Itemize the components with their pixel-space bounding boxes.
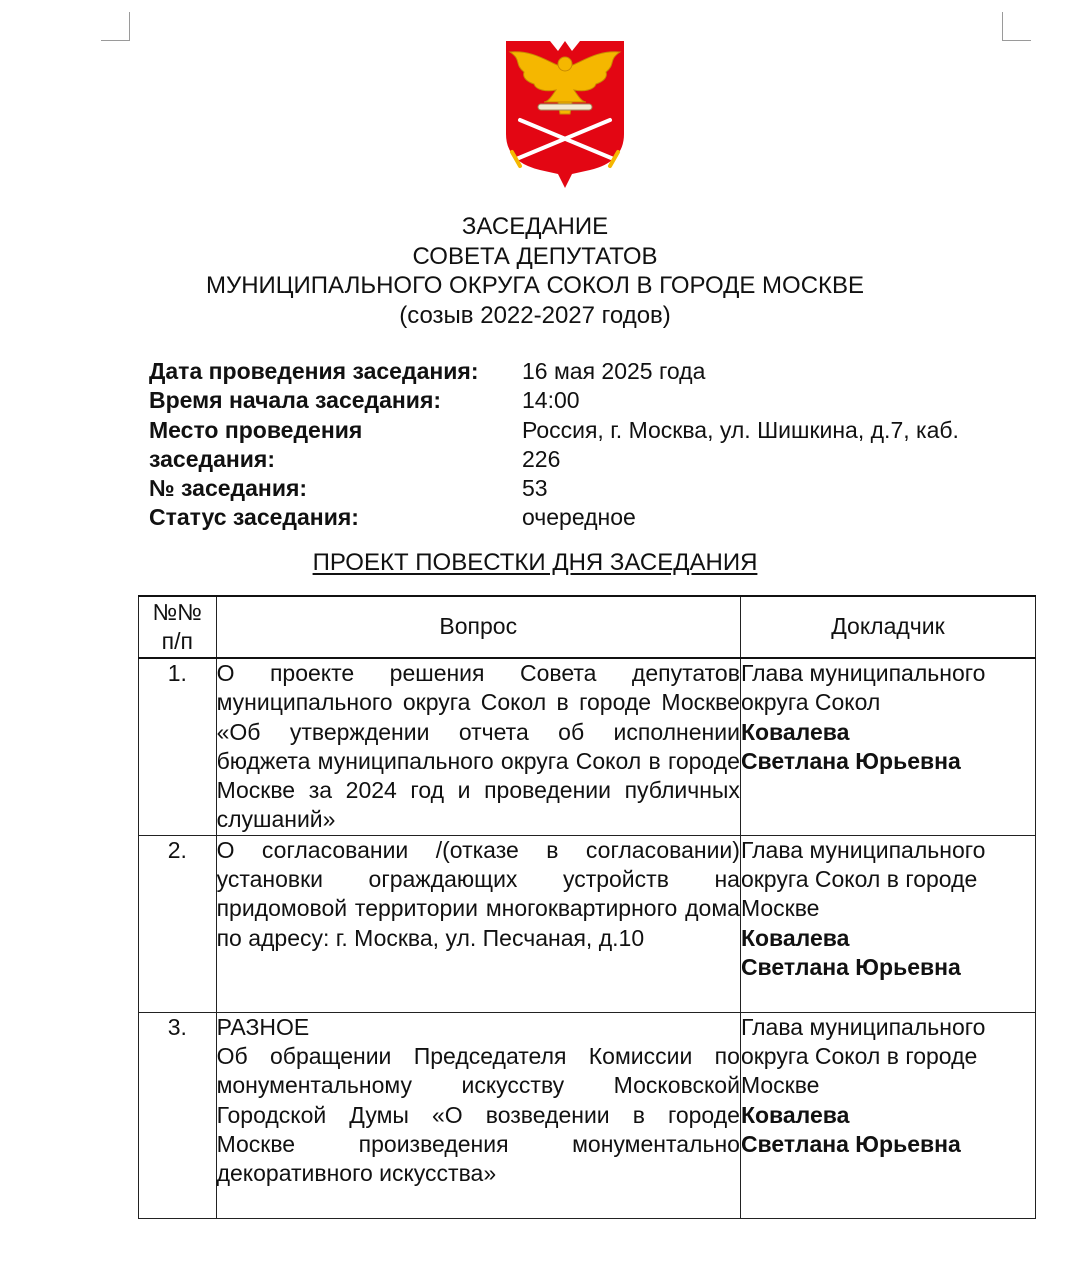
speaker-role: Глава муниципального округа Сокол в городе Москве bbox=[740, 836, 986, 922]
row-question: Об обращении Председателя Комиссии по монументальному искусству Московской Городской Думы «О возведении в городе Москве произведения монументально декоративного искусства» bbox=[216, 1043, 740, 1187]
info-row-date bbox=[149, 357, 1022, 386]
speaker-name-surname: Ковалева bbox=[740, 1101, 850, 1128]
heading-line-1: ЗАСЕДАНИЕ bbox=[461, 213, 609, 240]
info-row-number bbox=[149, 474, 1022, 503]
speaker-role: Глава муниципального округа Сокол bbox=[740, 660, 986, 716]
speaker-name-given: Светлана Юрьевна bbox=[740, 1130, 961, 1157]
row-speaker bbox=[740, 1012, 1035, 1218]
place-label bbox=[149, 416, 522, 475]
page-corner-mark-left bbox=[101, 12, 130, 41]
status-value: очередное bbox=[522, 504, 636, 531]
date-value: 16 мая 2025 года bbox=[522, 358, 706, 384]
row-question-heading: РАЗНОЕ bbox=[216, 1013, 310, 1040]
header-number bbox=[139, 596, 217, 658]
speaker-name-surname: Ковалева bbox=[740, 924, 850, 951]
row-question: О проекте решения Совета депутатов муниципального округа Сокол в городе Москве «Об утверждении отчета об исполнении бюджета муниципального округа Сокол в городе Москве за 2024 год и проведении публичных слушаний» bbox=[216, 658, 740, 835]
header-number-line-1: №№ bbox=[152, 599, 202, 625]
speaker-name-given: Светлана Юрьевна bbox=[740, 953, 961, 980]
document-heading bbox=[0, 212, 1070, 330]
header-number-line-2: п/п bbox=[161, 628, 193, 654]
time-value: 14:00 bbox=[522, 387, 580, 414]
page-corner-mark-right bbox=[1002, 12, 1031, 41]
agenda-title-text: ПРОЕКТ ПОВЕСТКИ ДНЯ ЗАСЕДАНИЯ bbox=[312, 549, 758, 576]
row-speaker bbox=[740, 658, 1035, 835]
number-label: № заседания: bbox=[149, 475, 308, 502]
header-speaker: Докладчик bbox=[740, 596, 1035, 658]
heading-line-3: МУНИЦИПАЛЬНОГО ОКРУГА СОКОЛ В ГОРОДЕ МОСКВЕ bbox=[205, 272, 865, 299]
speaker-name-surname: Ковалева bbox=[740, 718, 850, 745]
row-speaker bbox=[740, 835, 1035, 1012]
header-question: Вопрос bbox=[216, 596, 740, 658]
date-label: Дата проведения заседания: bbox=[149, 358, 479, 384]
coat-of-arms-icon bbox=[500, 38, 630, 190]
place-value-line-1: Россия, г. Москва, ул. Шишкина, д.7, каб. bbox=[522, 416, 959, 443]
place-label-line-1: Место проведения bbox=[149, 416, 363, 443]
info-row-status bbox=[149, 503, 1022, 532]
table-row bbox=[139, 835, 1036, 1012]
speaker-role: Глава муниципального округа Сокол в городе Москве bbox=[740, 1013, 986, 1099]
heading-line-2: СОВЕТА ДЕПУТАТОВ bbox=[412, 242, 658, 270]
row-number: 3. bbox=[139, 1012, 217, 1218]
table-header-row bbox=[139, 596, 1036, 658]
row-number: 2. bbox=[139, 835, 217, 1012]
table-row bbox=[139, 1012, 1036, 1218]
agenda-title bbox=[0, 548, 1070, 578]
status-label: Статус заседания: bbox=[149, 504, 359, 531]
place-value bbox=[522, 416, 1022, 475]
time-label: Время начала заседания: bbox=[149, 387, 442, 414]
agenda-table bbox=[138, 595, 1036, 1219]
table-row bbox=[139, 658, 1036, 835]
info-row-time bbox=[149, 386, 1022, 415]
row-question: О согласовании /(отказе в согласовании) установки ограждающих устройств на придомовой территории многоквартирного дома по адресу: г. Москва, ул. Песчаная, д.10 bbox=[216, 835, 740, 1012]
speaker-name-given: Светлана Юрьевна bbox=[740, 747, 961, 774]
row-number: 1. bbox=[139, 658, 217, 835]
row-question-cell bbox=[216, 1012, 740, 1218]
heading-line-4: (созыв 2022-2027 годов) bbox=[399, 301, 671, 329]
place-label-line-2: заседания: bbox=[149, 445, 276, 472]
number-value: 53 bbox=[522, 475, 548, 502]
place-value-line-2: 226 bbox=[522, 445, 561, 472]
info-row-place bbox=[149, 416, 1022, 475]
meeting-info bbox=[149, 357, 1022, 533]
